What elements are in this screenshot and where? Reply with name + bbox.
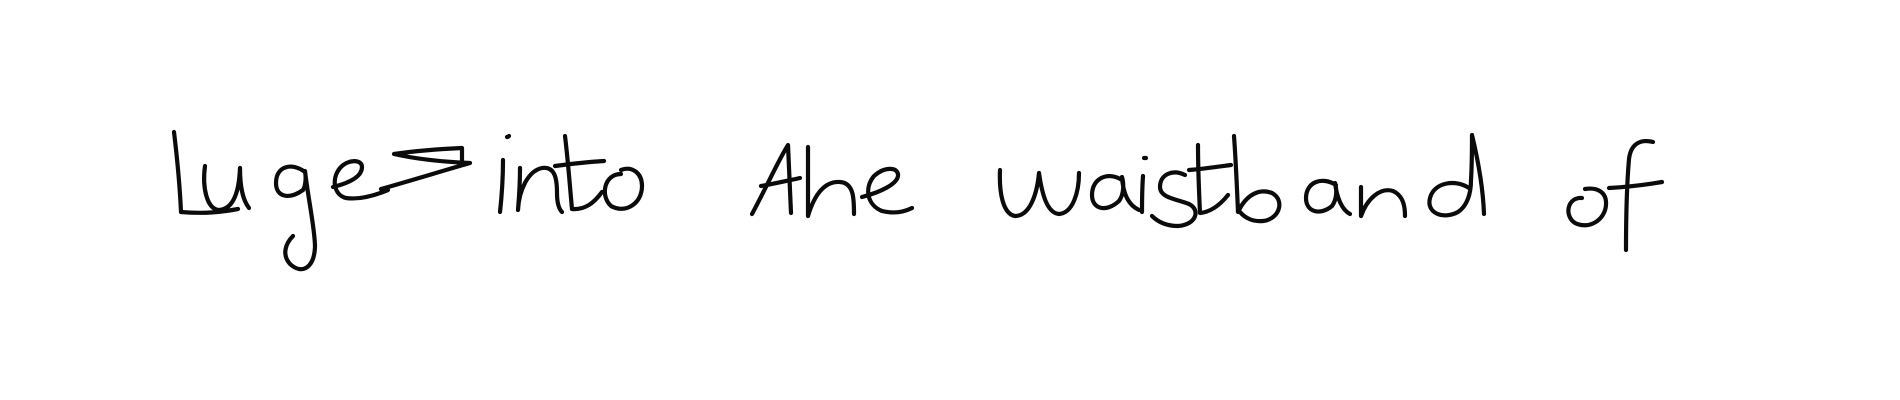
word-luge (174, 132, 470, 269)
word-waistband (1000, 135, 1484, 226)
word-the (752, 145, 912, 216)
word-into (500, 136, 642, 212)
word-of (1568, 141, 1662, 250)
